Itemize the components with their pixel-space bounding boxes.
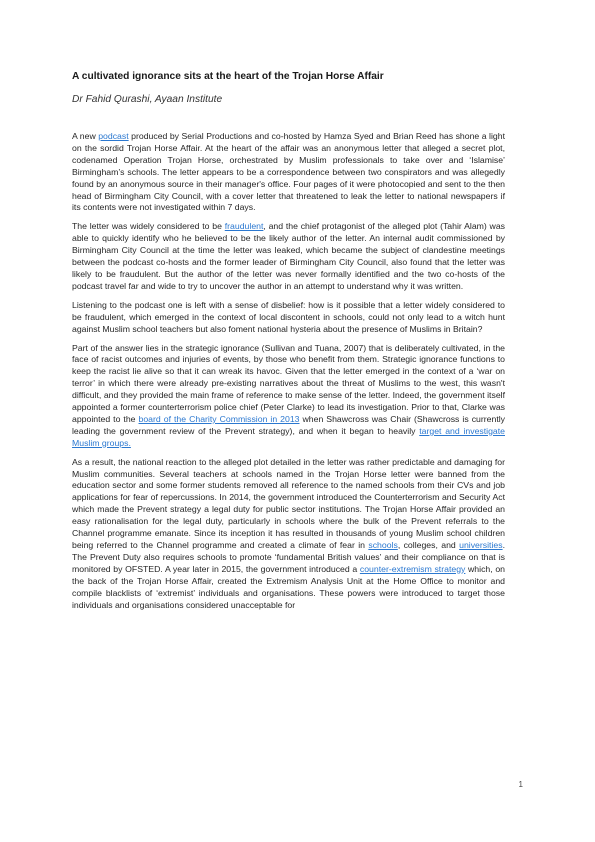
- link-fraudulent[interactable]: fraudulent: [224, 221, 264, 232]
- paragraph-5: [72, 457, 505, 612]
- paragraph-text: produced by Serial Productions and co-hosted by Hamza Syed and Brian Reed has shone a light on the sordid Trojan Horse Affair. At the heart of the affair was an anonymous letter that alleged a secret plot, codenamed Operation Trojan Horse, orchestrated by Muslim professionals to take over and ‘Islamise’ Birmingham’s schools. The letter appears to be a correspondence between two conspirators and was allegedly found by an anonymous source in their manager's office. Four pages of it were photocopied and sent to the then head of Birmingham City Council, with a cover letter that threatened to leak the letter to national newspapers if its contents were not investigated within 7 days.: [72, 131, 505, 213]
- paragraph-text: . The Prevent Duty also requires schools to promote ‘fundamental British values’ and their compliance on that is monitored by OFSTED. A year later in 2015, the government introduced a: [72, 540, 505, 574]
- paragraph-text: , colleges, and: [397, 540, 460, 550]
- paragraph-text: , and the chief protagonist of the alleged plot (Tahir Alam) was able to quickly identify who he believed to be the likely author of the letter. An internal audit commissioned by Birmingham City Council at the time the letter was leaked, which became the subject of clandestine meetings between the podcast co-hosts and the former leader of Birmingham City Council, also found that the letter was likely to be fraudulent. But the author of the letter was never formally identified and the two co-hosts of the podcast travel far and wide to try to uncover the author in an attempt to understand why it was written.: [72, 221, 506, 291]
- paragraph-4: [72, 343, 505, 450]
- link-schools[interactable]: schools: [368, 540, 398, 550]
- link-universities[interactable]: universities: [459, 540, 503, 550]
- paragraph-1: [72, 131, 505, 214]
- paragraph-text: Part of the answer lies in the strategic ignorance (Sullivan and Tuana, 2007) that is deliberately cultivated, in the face of racist outcomes and injuries of events, by those who benefit from them. Strategic ignorance functions to keep the racist lie alive so that it can wreak its havoc. Given that the letter emerged in the context of a ‘war on terror’ in which there were already pre-existing narratives about the threat of Muslims to the west, this wasn't difficult, and they provided the main frame of reference to make sense of the letter. Indeed, the government itself appointed a former counterterrorism police chief (Peter Clarke) to lead its investigation. Prior to that, Clarke was appointed to the: [72, 342, 505, 424]
- link-counter-extremism-strategy[interactable]: counter-extremism strategy: [359, 563, 466, 574]
- article-title: A cultivated ignorance sits at the heart of the Trojan Horse Affair: [72, 71, 384, 82]
- link-podcast[interactable]: podcast: [98, 131, 129, 141]
- paragraph-text: A new: [72, 131, 99, 141]
- paragraph-text: which, on the back of the Trojan Horse Affair, created the Extremism Analysis Unit at the Home Office to monitor and compile blacklists of ‘extremist’ individuals and organisations. These powers were introduced to target those individuals and organisations considered unacceptable for: [72, 563, 505, 610]
- page-number: 1: [518, 780, 523, 789]
- paragraph-3: [72, 300, 505, 336]
- paragraph-2: [72, 221, 505, 292]
- paragraph-text: As a result, the national reaction to the alleged plot detailed in the letter was rather predictable and damaging for Muslim communities. Several teachers at schools named in the Trojan Horse letter were banned from the education sector and some former students removed all reference to the named schools from their CVs and job applications for fear of repercussions. In 2014, the government introduced the Counterterrorism and Security Act which made the Prevent strategy a legal duty for public sector institutions. The Trojan Horse Affair provided an easy rationalisation for the legal duty, particularly in schools where the bulk of the Prevent referrals to the Channel programme emanate. Since its inception it has resulted in thousands of young Muslim school children being referred to the Channel programme and created a climate of fear in: [72, 456, 505, 550]
- paragraph-text: Listening to the podcast one is left with a sense of disbelief: how is it possible that a letter widely considered to be fraudulent, which emerged in the context of local discontent in schools, could not only lead to a witch hunt against Muslim school teachers but also foment national hysteria about the presence of Muslims in Britain?: [72, 299, 505, 334]
- paragraph-text: The letter was widely considered to be: [72, 221, 225, 232]
- article-author: Dr Fahid Qurashi, Ayaan Institute: [72, 94, 223, 105]
- link-charity-commission[interactable]: board of the Charity Commission in 2013: [138, 413, 300, 424]
- paragraph-text: when Shawcross was Chair (Shawcross is currently leading the government review of the Prevent strategy), and when it began to heavily: [72, 413, 506, 436]
- link-target-muslim-groups[interactable]: target and investigate Muslim groups.: [72, 425, 505, 448]
